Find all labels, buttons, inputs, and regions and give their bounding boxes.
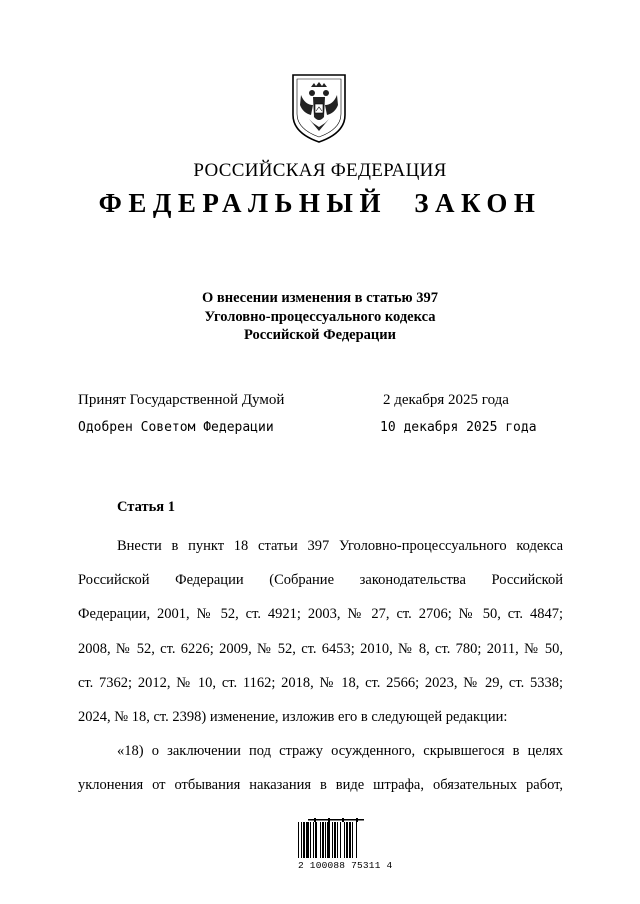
barcode-bars xyxy=(298,822,384,858)
article-line: ст. 7362; 2012, № 10, ст. 1162; 2018, № 18, ст. 2566; 2023, № 29, ст. 5338; xyxy=(78,674,563,691)
article-body xyxy=(78,529,563,803)
article-line: уклонения от отбывания наказания в виде штрафа, обязательных работ, xyxy=(78,777,563,794)
barcode-number: 2 100088 75311 4 xyxy=(298,860,393,871)
barcode xyxy=(298,818,393,874)
council-approval-label: Одобрен Советом Федерации xyxy=(78,420,274,435)
article-line: 2024, № 18, ст. 2398) изменение, изложив его в следующей редакции: xyxy=(78,709,508,726)
article-line: Российской Федерации (Собрание законодательства Российской xyxy=(78,572,563,589)
article-line: «18) о заключении под стражу осужденного, скрывшегося в целях xyxy=(117,743,563,760)
article-line: Внести в пункт 18 статьи 397 Уголовно-процессуального кодекса xyxy=(117,538,563,554)
law-title-line: О внесении изменения в статью 397 xyxy=(201,290,438,306)
coat-of-arms-icon xyxy=(287,71,351,145)
barcode-header-marks xyxy=(308,818,364,822)
country-name: РОССИЙСКАЯ ФЕДЕРАЦИЯ xyxy=(193,160,447,181)
duma-adoption-date: 2 декабря 2025 года xyxy=(383,392,509,408)
article-heading: Статья 1 xyxy=(117,499,175,515)
law-title-line: Российской Федерации xyxy=(243,327,396,343)
document-type: ФЕДЕРАЛЬНЫЙ ЗАКОН xyxy=(98,188,542,218)
article-line: Федерации, 2001, № 52, ст. 4921; 2003, № 27, ст. 2706; № 50, ст. 4847; xyxy=(78,606,563,623)
law-title xyxy=(0,289,640,345)
duma-adoption-label: Принят Государственной Думой xyxy=(78,392,285,408)
article-line: 2008, № 52, ст. 6226; 2009, № 52, ст. 6453; 2010, № 8, ст. 780; 2011, № 50, xyxy=(78,640,563,657)
council-approval-date: 10 декабря 2025 года xyxy=(380,420,537,435)
law-title-line: Уголовно-процессуального кодекса xyxy=(204,308,436,325)
